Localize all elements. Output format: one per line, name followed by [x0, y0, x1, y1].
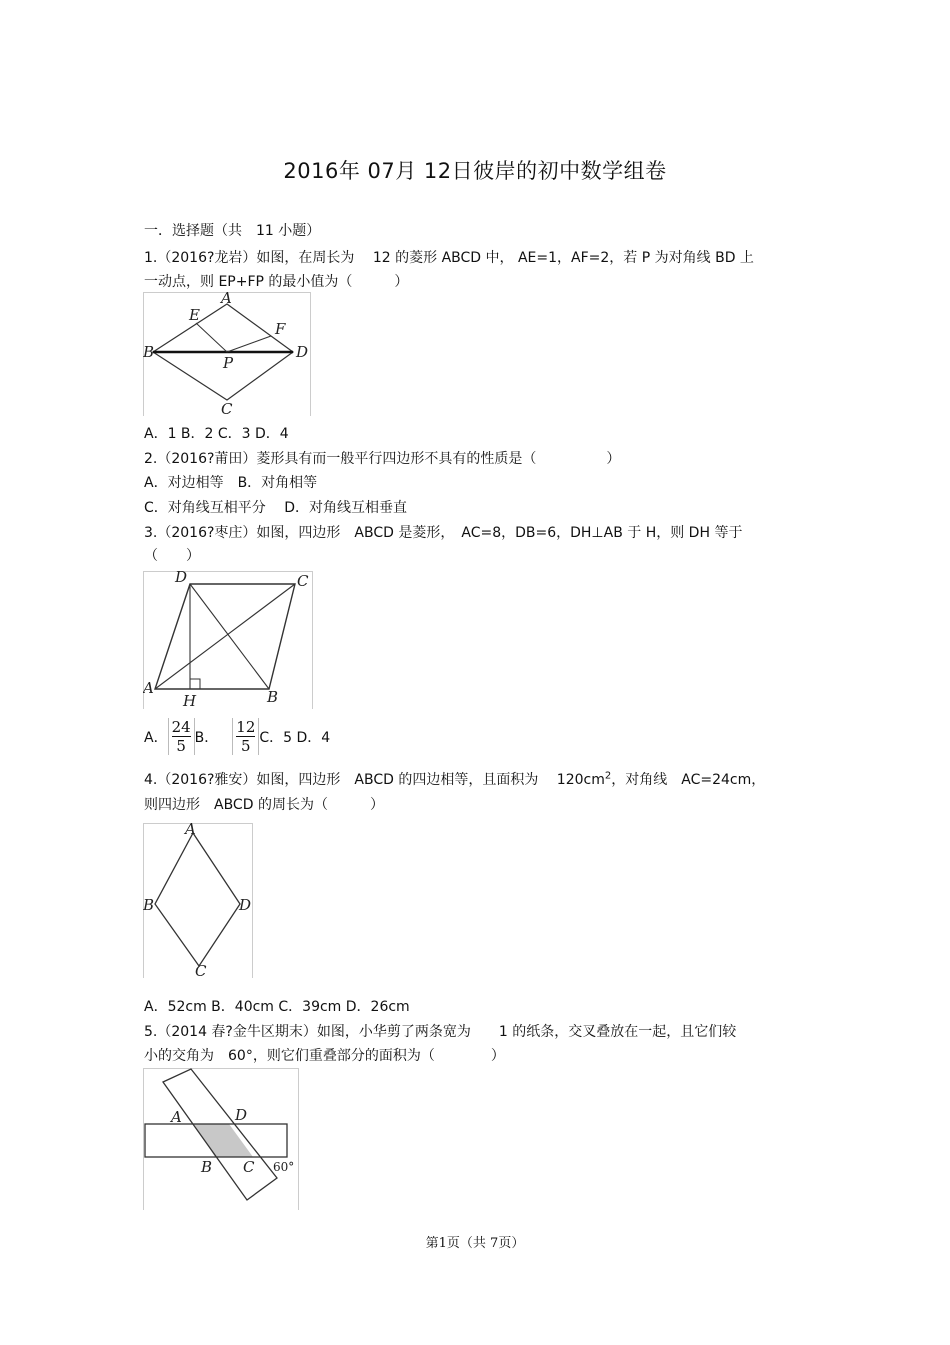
question-5-text-line-1: 5.（2014 春?金牛区期末）如图，小华剪了两条宽为 1 的纸条，交叉叠放在一起，且它们较 [144, 1024, 737, 1040]
question-2-options-ab: A．对边相等 B．对角相等 [144, 475, 318, 491]
page-footer: 第1页（共 7页） [425, 1236, 525, 1251]
q3-option-a-denominator: 5 [176, 737, 186, 755]
q4-text-part-2: ，对角线 AC=24cm， [611, 772, 766, 788]
q1-label-a: A [221, 292, 232, 307]
q5-label-angle: 60° [273, 1160, 295, 1174]
q1-label-d: D [296, 343, 309, 361]
q1-label-c: C [221, 400, 233, 416]
q3-label-c: C [297, 572, 309, 590]
q3-option-a-fraction [168, 718, 195, 755]
q3-option-rest: C．5 D．4 [259, 729, 331, 746]
question-5-figure [143, 1068, 299, 1210]
q4-superscript: 2 [604, 770, 612, 782]
q1-label-f: F [275, 320, 286, 338]
question-3-figure [143, 571, 313, 709]
question-3-text-line-1: 3.（2016?枣庄）如图，四边形 ABCD 是菱形， AC=8，DB=6，DH⊥AB 于 H，则 DH 等于 [144, 525, 743, 541]
question-4-text-line-2: 则四边形 ABCD 的周长为（ ） [144, 797, 384, 813]
q4-text-part-1: 4.（2016?雅安）如图，四边形 ABCD 的四边相等，且面积为 120cm [144, 772, 605, 788]
question-1-figure [143, 292, 311, 416]
question-4-options: A．52cm B．40cm C．39cm D．26cm [144, 999, 410, 1015]
q3-option-b-numerator: 12 [236, 718, 256, 736]
q1-label-p: P [223, 354, 234, 372]
q3-option-a-numerator: 24 [171, 718, 191, 736]
q3-label-b: B [267, 688, 279, 706]
q5-label-c: C [243, 1158, 255, 1176]
q5-label-a: A [171, 1108, 182, 1126]
question-2-options-cd: C．对角线互相平分 D．对角线互相垂直 [144, 500, 408, 516]
question-1-text-line-2: 一动点，则 EP+FP 的最小值为（ ） [144, 274, 409, 290]
question-4-text-line-1 [144, 769, 765, 789]
question-3-options [144, 718, 330, 755]
q3-option-b-fraction [232, 718, 259, 755]
question-1-options: A．1 B．2 C．3 D．4 [144, 426, 289, 442]
q3-option-a-label: A． [144, 729, 168, 746]
q3-label-d: D [175, 571, 188, 586]
q3-label-a: A [143, 679, 154, 697]
q4-label-d: D [239, 896, 252, 914]
question-1-text-line-1: 1.（2016?龙岩）如图，在周长为 12 的菱形 ABCD 中， AE=1，AF=2，若 P 为对角线 BD 上 [144, 250, 754, 266]
section-heading: 一．选择题（共 11 小题） [144, 223, 321, 239]
question-2-text: 2.（2016?莆田）菱形具有而一般平行四边形不具有的性质是（ ） [144, 451, 621, 467]
q5-label-d: D [235, 1106, 248, 1124]
question-3-text-line-2: （ ） [144, 548, 200, 564]
question-4-figure [143, 823, 253, 978]
q3-option-b-denominator: 5 [241, 737, 251, 755]
q4-label-b: B [143, 896, 155, 914]
question-5-text-line-2: 小的交角为 60°，则它们重叠部分的面积为（ ） [144, 1048, 505, 1064]
q1-label-b: B [143, 343, 155, 361]
q5-label-b: B [201, 1158, 213, 1176]
page-title: 2016年 07月 12日彼岸的初中数学组卷 [283, 159, 667, 183]
q1-label-e: E [189, 306, 200, 324]
q3-option-b-label: B． [194, 729, 219, 746]
q3-label-h: H [183, 692, 197, 709]
q4-label-a: A [185, 823, 196, 838]
q4-label-c: C [195, 962, 207, 978]
